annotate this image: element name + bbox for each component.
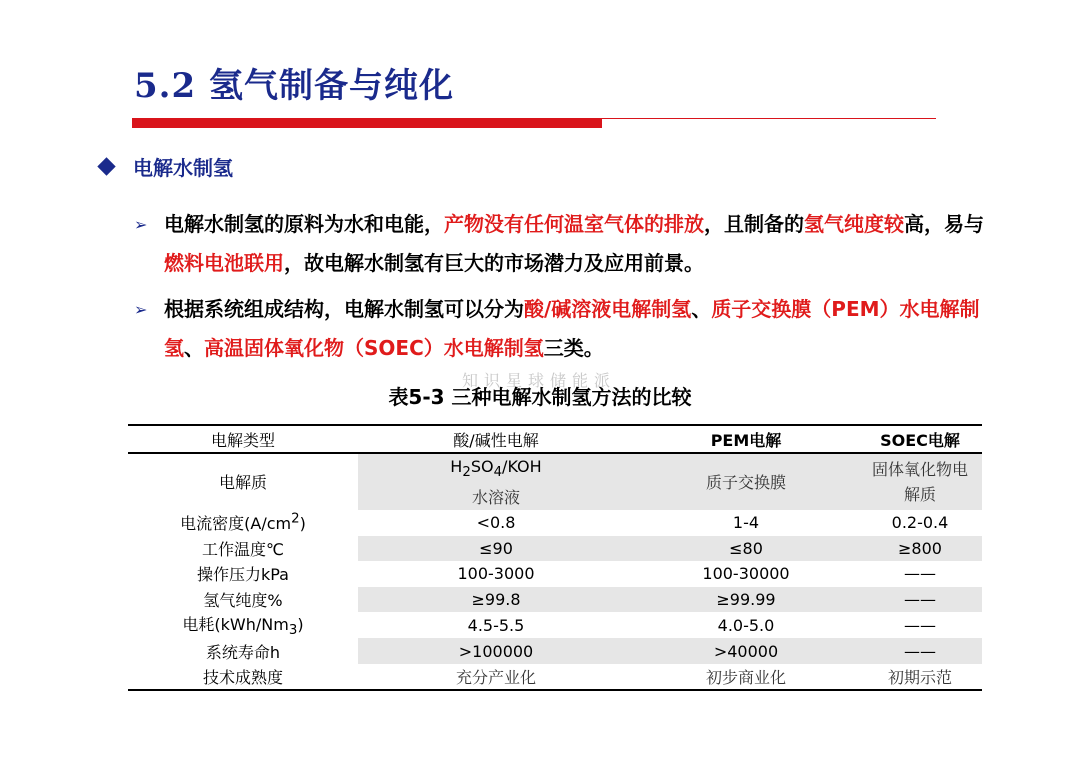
table-cell: ≥800 <box>858 536 982 562</box>
bullet-item-1 <box>134 205 994 283</box>
title-underline-thin <box>602 118 936 119</box>
table-cell: 4.0-5.0 <box>717 615 775 635</box>
table-header-cell: SOEC电解 <box>880 430 960 450</box>
cell-line: 水溶液 <box>471 488 520 508</box>
row-label: 氢气纯度% <box>203 590 283 610</box>
table-cell: 初步商业化 <box>705 668 786 688</box>
bullet-highlight: 高温固体氧化物（SOEC）水电解制氢 <box>204 336 544 360</box>
arrow-bullet-icon: ➢ <box>134 215 148 234</box>
bullet-text: 、 <box>691 297 712 321</box>
table-cell: 100-3000 <box>457 564 535 584</box>
bullet-text: ，故电解水制氢有巨大的市场潜力及应用前景。 <box>284 251 704 275</box>
table-cell: 初期示范 <box>887 668 952 688</box>
table-row <box>128 638 982 664</box>
table-cell: —— <box>858 587 982 613</box>
table-header-cell: 酸/碱性电解 <box>453 430 539 450</box>
table-cell: 充分产业化 <box>455 668 536 688</box>
table-cell: ≤90 <box>358 536 634 562</box>
bullet-highlight: 氢气纯度较 <box>804 212 904 236</box>
table-row <box>128 510 982 536</box>
bullet-text: 、 <box>184 336 204 360</box>
bullet-highlight: 燃料电池联用 <box>164 251 284 275</box>
table-cell: >40000 <box>634 638 858 664</box>
table-row <box>128 453 982 510</box>
table-header-row <box>128 425 982 453</box>
row-label: 电解质 <box>218 472 267 492</box>
bullet-body <box>164 290 994 368</box>
section-heading-text: 电解水制氢 <box>133 156 233 180</box>
title-underline-thick <box>132 118 602 128</box>
watermark: 知识星球储能派 <box>462 371 617 390</box>
bullet-item-2 <box>134 290 994 368</box>
table-row <box>128 561 982 587</box>
table-cell: 1-4 <box>732 513 760 533</box>
table-cell: ≤80 <box>634 536 858 562</box>
bullet-text: 电解水制氢的原料为水和电能， <box>164 212 444 236</box>
diamond-icon <box>97 157 115 175</box>
bullet-text: 三类。 <box>543 336 604 360</box>
bullet-highlight: 酸/碱溶液电解制氢 <box>524 297 692 321</box>
table-header-cell: PEM电解 <box>710 430 782 450</box>
table-cell: 4.5-5.5 <box>467 615 525 635</box>
cell-line: 解质 <box>903 485 936 505</box>
section-heading <box>100 152 233 181</box>
table-cell: <0.8 <box>476 513 516 533</box>
table-header-cell: 电解类型 <box>210 430 275 450</box>
bullet-highlight: 产物没有任何温室气体的排放 <box>444 212 704 236</box>
table-cell: >100000 <box>358 638 634 664</box>
table-cell: 100-30000 <box>702 564 790 584</box>
table-cell: 质子交换膜 <box>634 453 858 510</box>
table-cell: ≥99.8 <box>358 587 634 613</box>
table-cell <box>358 453 634 510</box>
table-caption: 表5-3 三种电解水制氢方法的比较 <box>388 385 692 409</box>
bullet-text: ，且制备的 <box>704 212 804 236</box>
table-cell <box>858 453 982 510</box>
comparison-table <box>128 424 982 691</box>
row-label: 工作温度℃ <box>202 539 284 559</box>
row-label: 操作压力kPa <box>196 565 289 585</box>
table-cell: 0.2-0.4 <box>891 513 949 533</box>
table-cell: ≥99.99 <box>634 587 858 613</box>
bullet-highlight: 质子交换膜（PEM）水电解制氢 <box>164 297 980 360</box>
bullet-text: 根据系统组成结构，电解水制氢可以分为 <box>164 297 524 321</box>
bullet-body <box>164 205 994 283</box>
slide-title: 5.2 氢气制备与纯化 <box>134 66 454 106</box>
table-cell: —— <box>858 638 982 664</box>
row-label: 电流密度$(A/cm^2)$ <box>180 512 306 534</box>
table-row <box>128 536 982 562</box>
row-label: 技术成熟度 <box>202 668 283 688</box>
arrow-bullet-icon: ➢ <box>134 300 148 319</box>
table-row <box>128 664 982 691</box>
table-cell: —— <box>904 564 936 584</box>
row-label: 系统寿命h <box>205 642 281 662</box>
bullet-text: 高，易与 <box>904 212 984 236</box>
table-cell: —— <box>904 615 936 635</box>
cell-line: $H_2SO_4$/KOH <box>450 457 542 481</box>
cell-line: 固体氧化物电 <box>871 460 968 480</box>
row-label: 电耗$(kWh/Nm_3)$ <box>182 615 304 639</box>
table-row <box>128 612 982 638</box>
table-row <box>128 587 982 613</box>
